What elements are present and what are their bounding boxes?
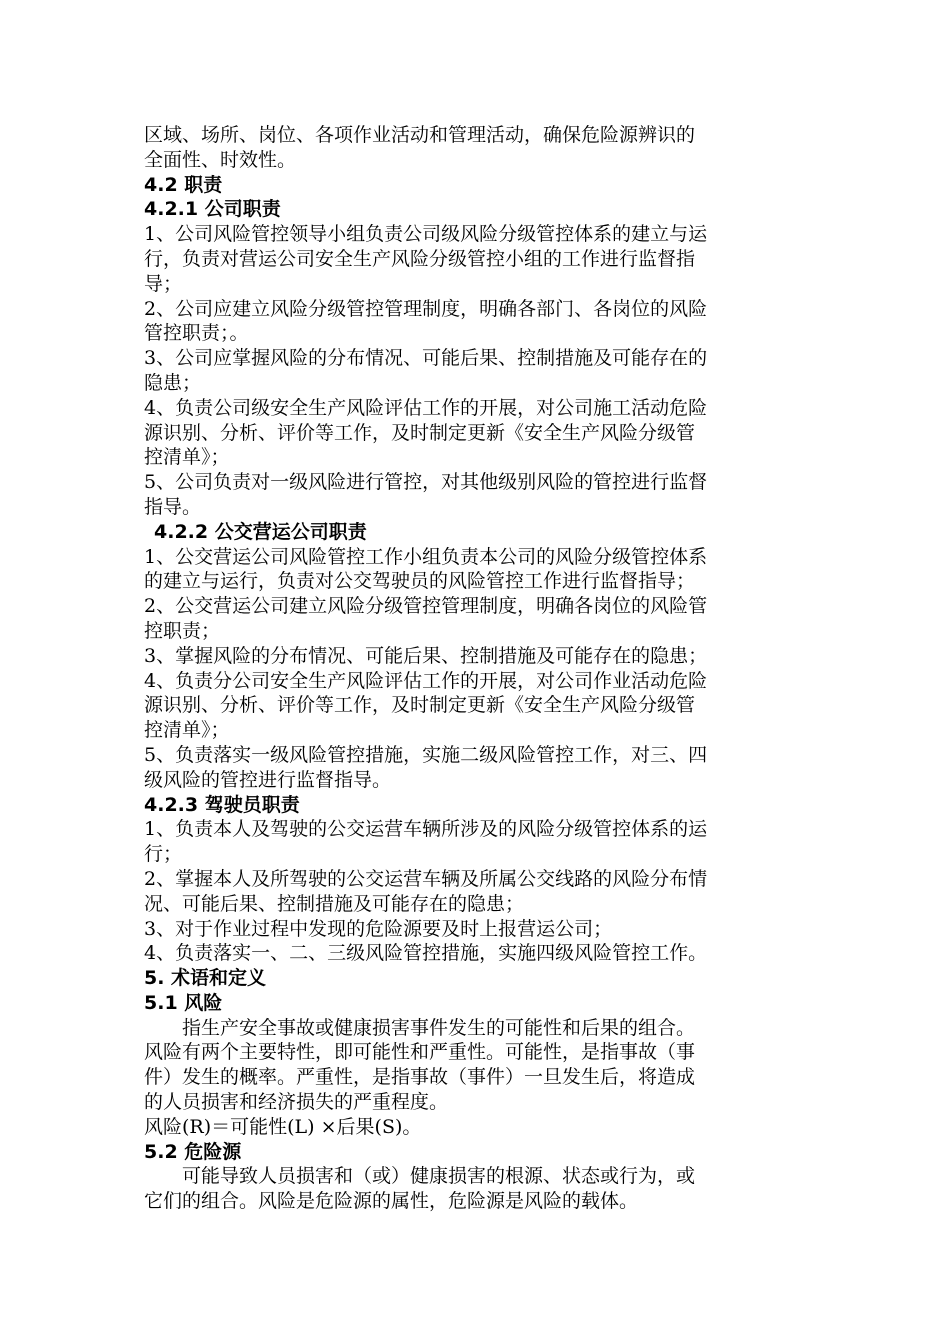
body-text-line: 行； — [144, 843, 183, 866]
body-text-line: 的人员损害和经济损失的严重程度。 — [144, 1091, 449, 1114]
body-text-line: 1、公交营运公司风险管控工作小组负责本公司的风险分级管控体系 — [144, 545, 708, 568]
body-text-line: 级风险的管控进行监督指导。 — [144, 768, 392, 791]
section-heading: 4.2.2 公交营运公司职责 — [154, 520, 367, 543]
body-text-line: 指导。 — [144, 495, 202, 518]
body-text-line: 况、可能后果、控制措施及可能存在的隐患； — [144, 892, 525, 915]
section-heading: 5.2 危险源 — [144, 1140, 242, 1163]
paragraph-line: 指生产安全事故或健康损害事件发生的可能性和后果的组合。 — [182, 1016, 696, 1039]
paragraph-line: 可能导致人员损害和（或）健康损害的根源、状态或行为，或 — [182, 1165, 696, 1188]
body-text-line: 2、公司应建立风险分级管控管理制度，明确各部门、各岗位的风险 — [144, 297, 708, 320]
body-text-line: 1、公司风险管控领导小组负责公司级风险分级管控体系的建立与运 — [144, 223, 708, 246]
body-text-line: 4、负责公司级安全生产风险评估工作的开展，对公司施工活动危险 — [144, 396, 708, 419]
body-text-line: 控清单》； — [144, 719, 230, 742]
body-text-line: 导； — [144, 272, 183, 295]
body-text-line: 2、掌握本人及所驾驶的公交运营车辆及所属公交线路的风险分布情 — [144, 867, 708, 890]
section-heading: 5.1 风险 — [144, 991, 223, 1014]
document-page — [144, 123, 812, 1214]
body-text-line: 3、对于作业过程中发现的危险源要及时上报营运公司； — [144, 917, 613, 940]
body-text-line: 5、负责落实一级风险管控措施，实施二级风险管控工作，对三、四 — [144, 743, 708, 766]
body-text-line: 控职责； — [144, 619, 221, 642]
body-text-line: 控清单》； — [144, 446, 230, 469]
body-text-line: 5、公司负责对一级风险进行管控，对其他级别风险的管控进行监督 — [144, 471, 708, 494]
body-text-line: 源识别、分析、评价等工作，及时制定更新《安全生产风险分级管 — [144, 421, 696, 444]
body-text-line: 风险(R)＝可能性(L) ×后果(S)。 — [144, 1115, 422, 1138]
body-text-line: 管控职责；。 — [144, 322, 249, 345]
section-heading: 4.2.3 驾驶员职责 — [144, 793, 300, 816]
body-text-line: 行，负责对营运公司安全生产风险分级管控小组的工作进行监督指 — [144, 247, 696, 270]
body-text-line: 2、公交营运公司建立风险分级管控管理制度，明确各岗位的风险管 — [144, 595, 708, 618]
body-text-line: 区域、场所、岗位、各项作业活动和管理活动，确保危险源辨识的 — [144, 124, 696, 146]
section-heading: 4.2 职责 — [144, 173, 223, 196]
body-text-line: 隐患； — [144, 371, 202, 394]
body-text-line: 1、负责本人及驾驶的公交运营车辆所涉及的风险分级管控体系的运 — [144, 818, 708, 841]
body-text-line: 3、掌握风险的分布情况、可能后果、控制措施及可能存在的隐患； — [144, 644, 708, 667]
body-text-line: 件）发生的概率。严重性，是指事故（事件）一旦发生后，将造成 — [144, 1066, 696, 1089]
body-text-line: 4、负责分公司安全生产风险评估工作的开展，对公司作业活动危险 — [144, 669, 708, 692]
body-text-line: 全面性、时效性。 — [144, 148, 297, 171]
section-heading: 4.2.1 公司职责 — [144, 198, 281, 221]
section-heading: 5. 术语和定义 — [144, 967, 267, 990]
body-text-line: 3、公司应掌握风险的分布情况、可能后果、控制措施及可能存在的 — [144, 347, 708, 370]
body-text-line: 源识别、分析、评价等工作，及时制定更新《安全生产风险分级管 — [144, 694, 696, 717]
body-text-line: 风险有两个主要特性，即可能性和严重性。可能性，是指事故（事 — [144, 1041, 696, 1064]
body-text-line: 4、负责落实一、二、三级风险管控措施，实施四级风险管控工作。 — [144, 942, 708, 965]
body-text-line: 的建立与运行，负责对公交驾驶员的风险管控工作进行监督指导； — [144, 570, 696, 593]
body-text-line: 它们的组合。风险是危险源的属性，危险源是风险的载体。 — [144, 1190, 639, 1213]
